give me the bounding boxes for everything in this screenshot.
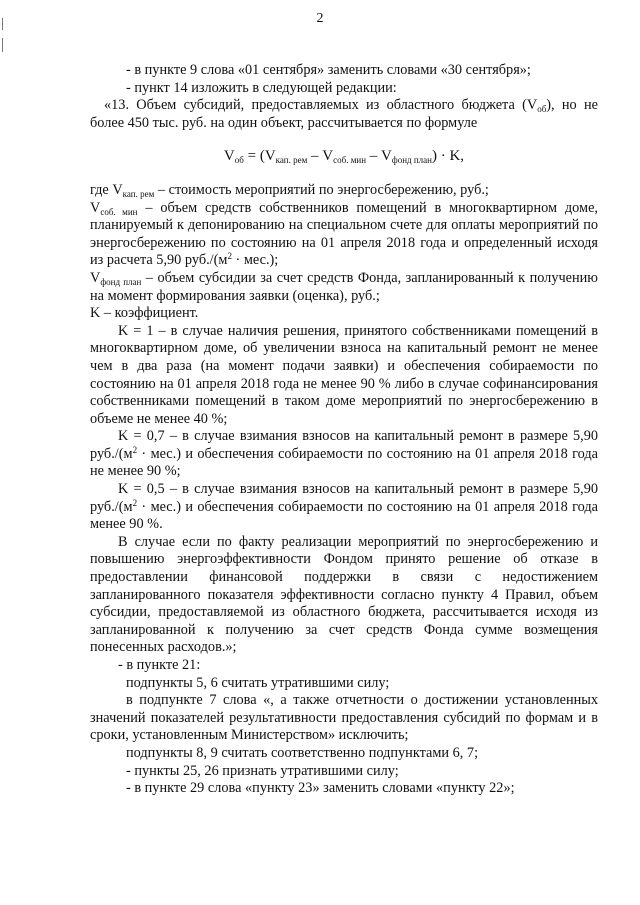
text: – стоимость мероприятий по энергосбережению, руб.; — [154, 181, 489, 198]
formula — [90, 148, 598, 166]
text: K = 0,7 – в случае взимания взносов на капитальный ремонт в размере 5,90 руб./(м — [90, 428, 598, 462]
paragraph: в подпункте 7 слова «, а также отчетности о достижении установленных значений показателей результативности предоставления субсидий по формам и в сроки, установленным Министерством» исключить; — [90, 692, 598, 744]
paragraph: подпункты 8, 9 считать соответственно подпунктами 6, 7; — [126, 744, 479, 761]
superscript: 2 — [132, 497, 138, 508]
text: V — [90, 199, 101, 216]
paragraph: - пункты 25, 26 признать утратившими силу; — [126, 762, 399, 779]
text: – объем субсидии за счет средств Фонда, запланированный к получению на момент формирования заявки (оценка), руб.; — [90, 269, 598, 304]
text: – объем средств собственников помещений в многоквартирном доме, планируемый к депонированию на специальном счете для оплаты мероприятий по энергосбережению по состоянию на 01 апреля 2018 года и определенный исходя из расчета 5,90 руб./(м — [90, 199, 598, 269]
paragraph — [90, 481, 598, 534]
text: где V — [90, 181, 123, 198]
text: V — [90, 269, 101, 286]
paragraph: подпункты 5, 6 считать утратившими силу; — [126, 674, 390, 691]
definition — [90, 270, 598, 305]
paragraph: - пункт 14 изложить в следующей редакции: — [126, 79, 397, 96]
definition — [90, 182, 598, 200]
paragraph — [90, 97, 598, 132]
text: «13. Объем субсидий, предоставляемых из областного бюджета (V — [104, 97, 538, 114]
formula-text: ) · K, — [431, 148, 465, 165]
page-number: 2 — [316, 11, 324, 26]
definition — [90, 200, 598, 270]
document-body — [90, 62, 598, 798]
formula-text: V — [223, 148, 235, 165]
subscript: соб. мин — [333, 155, 367, 166]
paragraph: K = 1 – в случае наличия решения, принятого собственниками помещений в многоквартирном доме, об увеличении взноса на капитальный ремонт не менее чем в два раза (на момент подачи заявки) и обеспечения собираемости по состоянию на 01 апреля 2018 года не менее 90 % либо в случае софинансирования собственниками помещений в таком доме мероприятий по энергосбережению в объеме не менее 40 %; — [90, 322, 598, 427]
paragraph: В случае если по факту реализации мероприятий по энергосбережению и повышению энергоэффективности Фондом принято решение об отказе в предоставлении финансовой поддержки в связи с недостижением запланированного показателя эффективности согласно пункту 4 Правил, объем субсидии, предоставляемой из областного бюджета, рассчитывается исходя из запланированной к получению за счет средств Фонда сумме возмещения понесенных расходов.»; — [90, 533, 598, 656]
subscript: фонд план — [100, 276, 142, 287]
scan-margin-mark — [2, 18, 3, 30]
subscript: об — [537, 104, 547, 115]
paragraph: - в пункте 21: — [118, 657, 201, 673]
paragraph — [90, 428, 598, 481]
paragraph: - в пункте 9 слова «01 сентября» заменить словами «30 сентября»; — [126, 62, 531, 78]
superscript: 2 — [227, 251, 232, 262]
subscript: фонд план — [391, 155, 432, 166]
subscript: соб. мин — [100, 206, 138, 217]
definition: K – коэффициент. — [90, 305, 199, 322]
text: · мес.) и обеспечения собираемости по состоянию на 01 апреля 2018 года менее 90 %. — [90, 498, 598, 533]
formula-text: = (V — [243, 148, 276, 165]
text: · мес.); — [231, 252, 279, 269]
text: ), но не более 450 тыс. руб. на один объект, рассчитывается по формуле — [90, 97, 598, 131]
formula-text: – V — [366, 148, 392, 165]
scan-margin-mark — [2, 38, 3, 52]
superscript: 2 — [132, 444, 138, 455]
subscript: об — [234, 155, 244, 166]
subscript: кап. рем — [275, 155, 308, 166]
formula-text: – V — [307, 148, 334, 165]
text: K = 0,5 – в случае взимания взносов на капитальный ремонт в размере 5,90 руб./(м — [90, 481, 598, 515]
paragraph: - в пункте 29 слова «пункту 23» заменить словами «пункту 22»; — [126, 780, 515, 797]
text: · мес.) и обеспечения собираемости по состоянию на 01 апреля 2018 года не менее 90 %; — [90, 445, 598, 480]
subscript: кап. рем — [122, 188, 155, 199]
